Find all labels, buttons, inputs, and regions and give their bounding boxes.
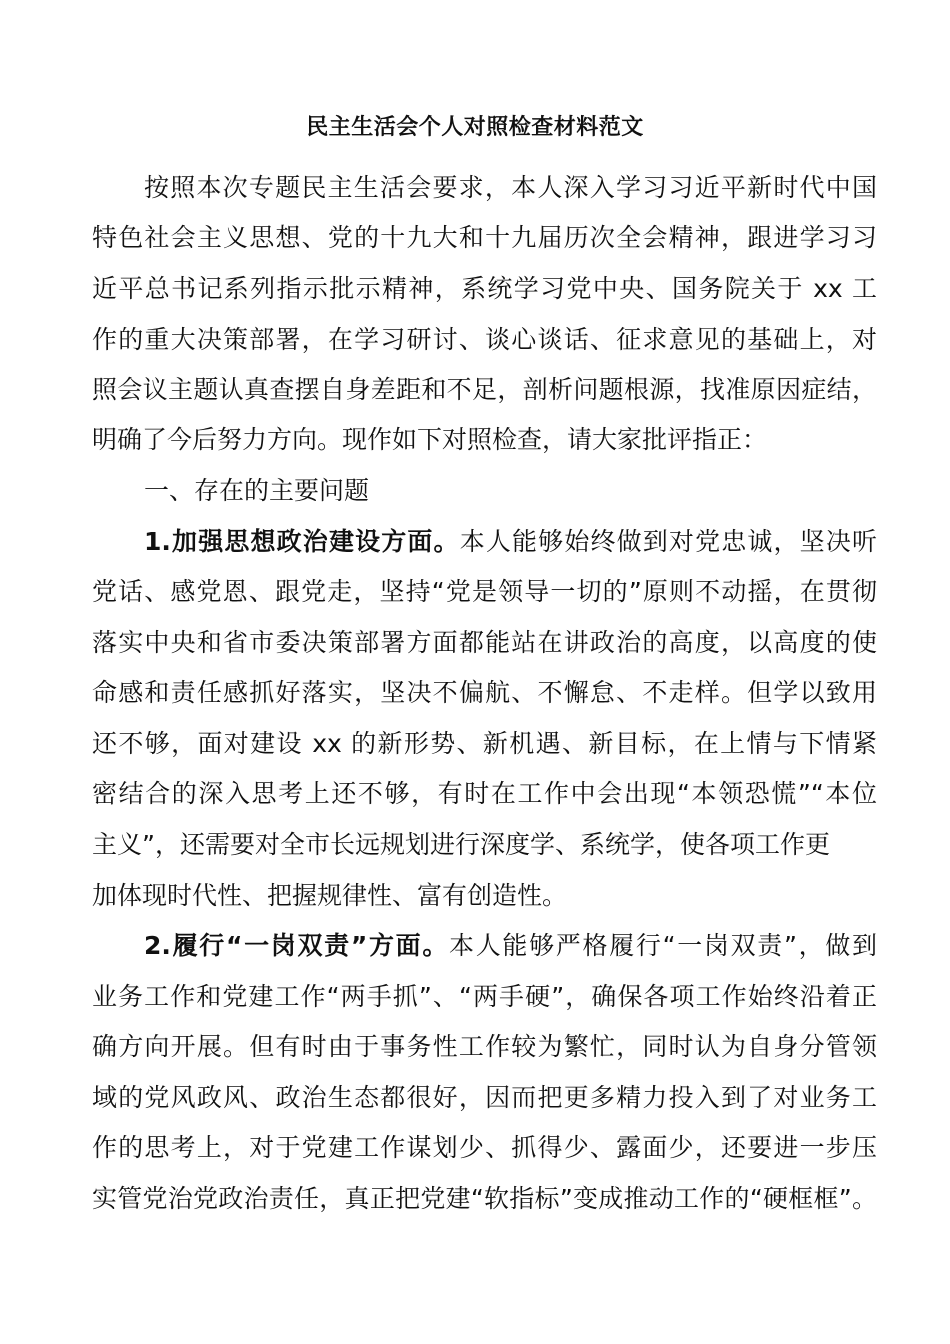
item1-line: 密结合的深入思考上还不够，有时在工作中会出现“本领恐慌”“本位 [92, 779, 877, 808]
item2-line: 业务工作和党建工作“两手抓”、“两手硬”，确保各项工作始终沿着正 [92, 982, 877, 1011]
item1-first-line [144, 524, 877, 560]
item1-heading: 1.加强思想政治建设方面。 [144, 527, 460, 556]
item2-line: 域的党风政风、政治生态都很好，因而把更多精力投入到了对业务工 [92, 1083, 877, 1112]
item1-first-line-rest: 本人能够始终做到对党忠诚，坚决听 [459, 527, 877, 556]
item2-line: 实管党治党政治责任，真正把党建“软指标”变成推动工作的“硬框框”。 [92, 1184, 877, 1213]
item1-line: 还不够，面对建设 xx 的新形势、新机遇、新目标，在上情与下情紧 [92, 729, 877, 758]
intro-line: 作的重大决策部署，在学习研讨、谈心谈话、征求意见的基础上，对 [92, 325, 877, 354]
item1-line: 主义”，还需要对全市长远规划进行深度学、系统学，使各项工作更 [92, 830, 830, 859]
item2-line: 确方向开展。但有时由于事务性工作较为繁忙，同时认为自身分管领 [92, 1032, 877, 1061]
item1-line: 命感和责任感抓好落实，坚决不偏航、不懈怠、不走样。但学以致用 [92, 678, 877, 707]
intro-line: 特色社会主义思想、党的十九大和十九届历次全会精神，跟进学习习 [92, 223, 877, 252]
intro-line: 明确了今后努力方向。现作如下对照检查，请大家批评指正： [92, 425, 768, 454]
item2-first-line [144, 928, 877, 964]
item2-line: 作的思考上，对于党建工作谋划少、抓得少、露面少，还要进一步压 [92, 1133, 877, 1162]
item1-line: 落实中央和省市委决策部署方面都能站在讲政治的高度，以高度的使 [92, 628, 877, 657]
section-heading: 一、存在的主要问题 [144, 476, 370, 505]
item1-line: 加体现时代性、把握规律性、富有创造性。 [92, 881, 568, 910]
intro-line: 近平总书记系列指示批示精神，系统学习党中央、国务院关于 xx 工 [92, 274, 877, 303]
item1-line: 党话、感党恩、跟党走，坚持“党是领导一切的”原则不动摇，在贯彻 [92, 577, 877, 606]
item2-heading: 2.履行“一岗双责”方面。 [144, 931, 450, 960]
intro-line: 按照本次专题民主生活会要求，本人深入学习习近平新时代中国 [144, 173, 877, 202]
document-title: 民主生活会个人对照检查材料范文 [306, 115, 644, 140]
intro-line: 照会议主题认真查摆自身差距和不足，剖析问题根源，找准原因症结， [92, 375, 877, 404]
item2-first-line-rest: 本人能够严格履行“一岗双责”，做到 [449, 931, 877, 960]
